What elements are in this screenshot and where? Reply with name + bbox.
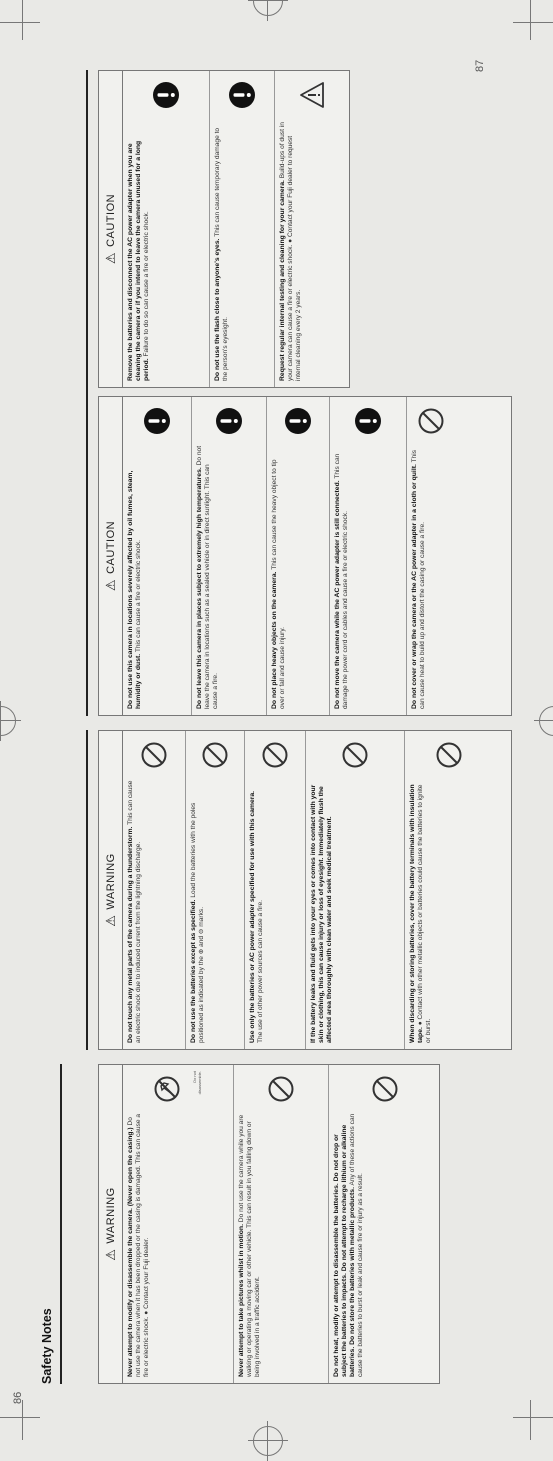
warning-triangle-icon: ⚠	[103, 914, 118, 927]
entry-body: Load the batteries with the poles positioned as indicated by the ⊕ and ⊖ marks.	[190, 802, 206, 1043]
page-number-left: 86	[12, 1391, 24, 1404]
list-item	[407, 397, 513, 715]
prohibited-icon	[435, 741, 463, 769]
entry-title: Do not use the flash close to anyone's eyes.	[214, 238, 221, 381]
entry-body: Failure to do so can cause a fire or electric shock.	[143, 211, 151, 357]
caution-panel-1	[98, 396, 512, 716]
entry-body: This can cause an electric shock due to induced current from the lightning discharge.	[127, 780, 143, 1043]
entry-title: Remove the batteries and disconnect the AC power adapter when you are cleaning the camera or if you intend to leave the camera unused for a long period.	[127, 140, 151, 381]
warning-triangle-icon: ⚠	[103, 251, 118, 265]
warning-triangle-icon: ⚠	[103, 1248, 118, 1261]
list-item	[210, 71, 275, 387]
entry-title: If the battery leaks and fluid gets into your eyes or comes into contact with your skin or clothing, this can cause injury or loss of eyesight. Immediately flush the affected area thoroughly with clean water and seek medical treatment.	[310, 784, 334, 1043]
entry-body: Do not use the camera when it has been dropped or the casing is damaged. This can cause a fire or electric shock. ● Contact your Fuji dealer.	[127, 1113, 151, 1377]
warning-panel-1	[98, 1064, 440, 1384]
entry-title: Do not cover or wrap the camera or the AC power adapter in a cloth or quilt.	[411, 464, 418, 709]
panel-heading: ⚠WARNING	[99, 1065, 123, 1383]
entry-title: Never attempt to modify or disassemble the camera. (Never open the casing.)	[127, 1127, 134, 1377]
entry-body: Build-ups of dust in your camera can cause a fire or electric shock. ● Contact your Fuji dealer to request internal cleaning every 2 years.	[279, 122, 303, 381]
list-item	[306, 731, 405, 1049]
entry-body: This can cause temporary damage to the person's eyesight.	[214, 127, 230, 381]
entry-title: Do not use the batteries except as specified.	[190, 899, 197, 1043]
list-item	[267, 397, 330, 715]
list-item	[123, 397, 192, 715]
entry-title: Do not use this camera in locations severely affected by oil fumes, steam, humidity or dust.	[127, 470, 143, 709]
caution-panel-2	[98, 70, 350, 388]
prohibited-icon	[267, 1075, 295, 1103]
warning-panel-2	[98, 730, 512, 1050]
list-item	[123, 731, 186, 1049]
entry-title: When discarding or storing batteries, cover the battery terminals with insulation tape.	[409, 784, 425, 1043]
list-item	[245, 731, 306, 1049]
entry-title: Request regular internal testing and cleaning for your camera.	[279, 180, 286, 381]
entry-title: Do not leave this camera in places subject to extremely high temperatures.	[196, 467, 203, 709]
entry-title: Use only the batteries or AC power adapter specified for use with this camera.	[249, 790, 256, 1043]
list-item	[186, 731, 245, 1049]
entry-title: Never attempt to take pictures whilst in motion.	[238, 1224, 245, 1377]
entry-body: Do not use the camera while you are walking or operating a moving car or other vehicle. This can result in you falling down or being involved in a traffic accident.	[238, 1114, 262, 1377]
exclamation-icon	[228, 81, 256, 109]
list-item	[192, 397, 267, 715]
section-rule	[86, 730, 88, 1050]
entry-body: The use of other power sources can cause a fire.	[257, 900, 265, 1043]
list-item	[330, 397, 407, 715]
entry-body: This can damage the power cord or cables and cause a fire or electric shock.	[334, 453, 350, 709]
warning-triangle-icon	[298, 81, 326, 109]
list-item	[123, 71, 210, 387]
do-not-disassemble-label: Do not disassemble.	[192, 1071, 202, 1095]
section-rule	[86, 70, 88, 716]
entry-title: Do not place heavy objects on the camera.	[271, 571, 278, 709]
prohibited-icon	[371, 1075, 399, 1103]
prohibited-icon	[201, 741, 229, 769]
entry-body: This can cause heat to build up and distort the casing or cause a fire.	[411, 449, 427, 709]
panel-heading: ⚠CAUTION	[99, 71, 123, 387]
section-title: Safety Notes	[40, 1308, 54, 1384]
entry-title: Do not touch any metal parts of the camera during a thunderstorm.	[127, 826, 134, 1043]
page-number-right: 87	[474, 59, 486, 72]
prohibited-icon	[261, 741, 289, 769]
prohibited-icon	[140, 741, 168, 769]
entry-body: This can cause the heavy object to tip over or fall and cause injury.	[271, 459, 287, 709]
exclamation-icon	[152, 81, 180, 109]
exclamation-icon	[284, 407, 312, 435]
panel-heading: ⚠CAUTION	[99, 397, 123, 715]
entry-title: Do not move the camera while the AC power adapter is still connected.	[334, 480, 341, 709]
exclamation-icon	[215, 407, 243, 435]
prohibited-icon	[341, 741, 369, 769]
section-rule	[60, 1064, 62, 1384]
list-item	[329, 1065, 441, 1383]
list-item	[275, 71, 349, 387]
entry-body: This can cause a fire or electric shock.	[135, 540, 143, 653]
panel-heading: ⚠WARNING	[99, 731, 123, 1049]
exclamation-icon	[354, 407, 382, 435]
entry-body: Do not leave the camera in locations such as a sealed vehicle or in direct sunlight. This can cause a fire.	[196, 445, 220, 709]
warning-triangle-icon: ⚠	[103, 578, 118, 592]
no-disassemble-icon	[153, 1075, 181, 1103]
entry-body: ● Contact with other metallic objects or batteries could cause the batteries to ignite or burst.	[417, 784, 433, 1043]
prohibited-icon	[417, 407, 445, 435]
list-item	[405, 731, 511, 1049]
list-item	[123, 1065, 234, 1383]
list-item	[234, 1065, 329, 1383]
entry-body: Any of these actions can cause the batteries to burst or leak and cause fire or injury as a result.	[349, 1113, 365, 1377]
exclamation-icon	[143, 407, 171, 435]
entry-title: Do not heat, modify or attempt to disassemble the batteries. Do not drop or subject the batteries to impacts. Do not attempt to recharge lithium or alkaline batteries. Do not store the batteries with metallic products.	[333, 1124, 357, 1377]
